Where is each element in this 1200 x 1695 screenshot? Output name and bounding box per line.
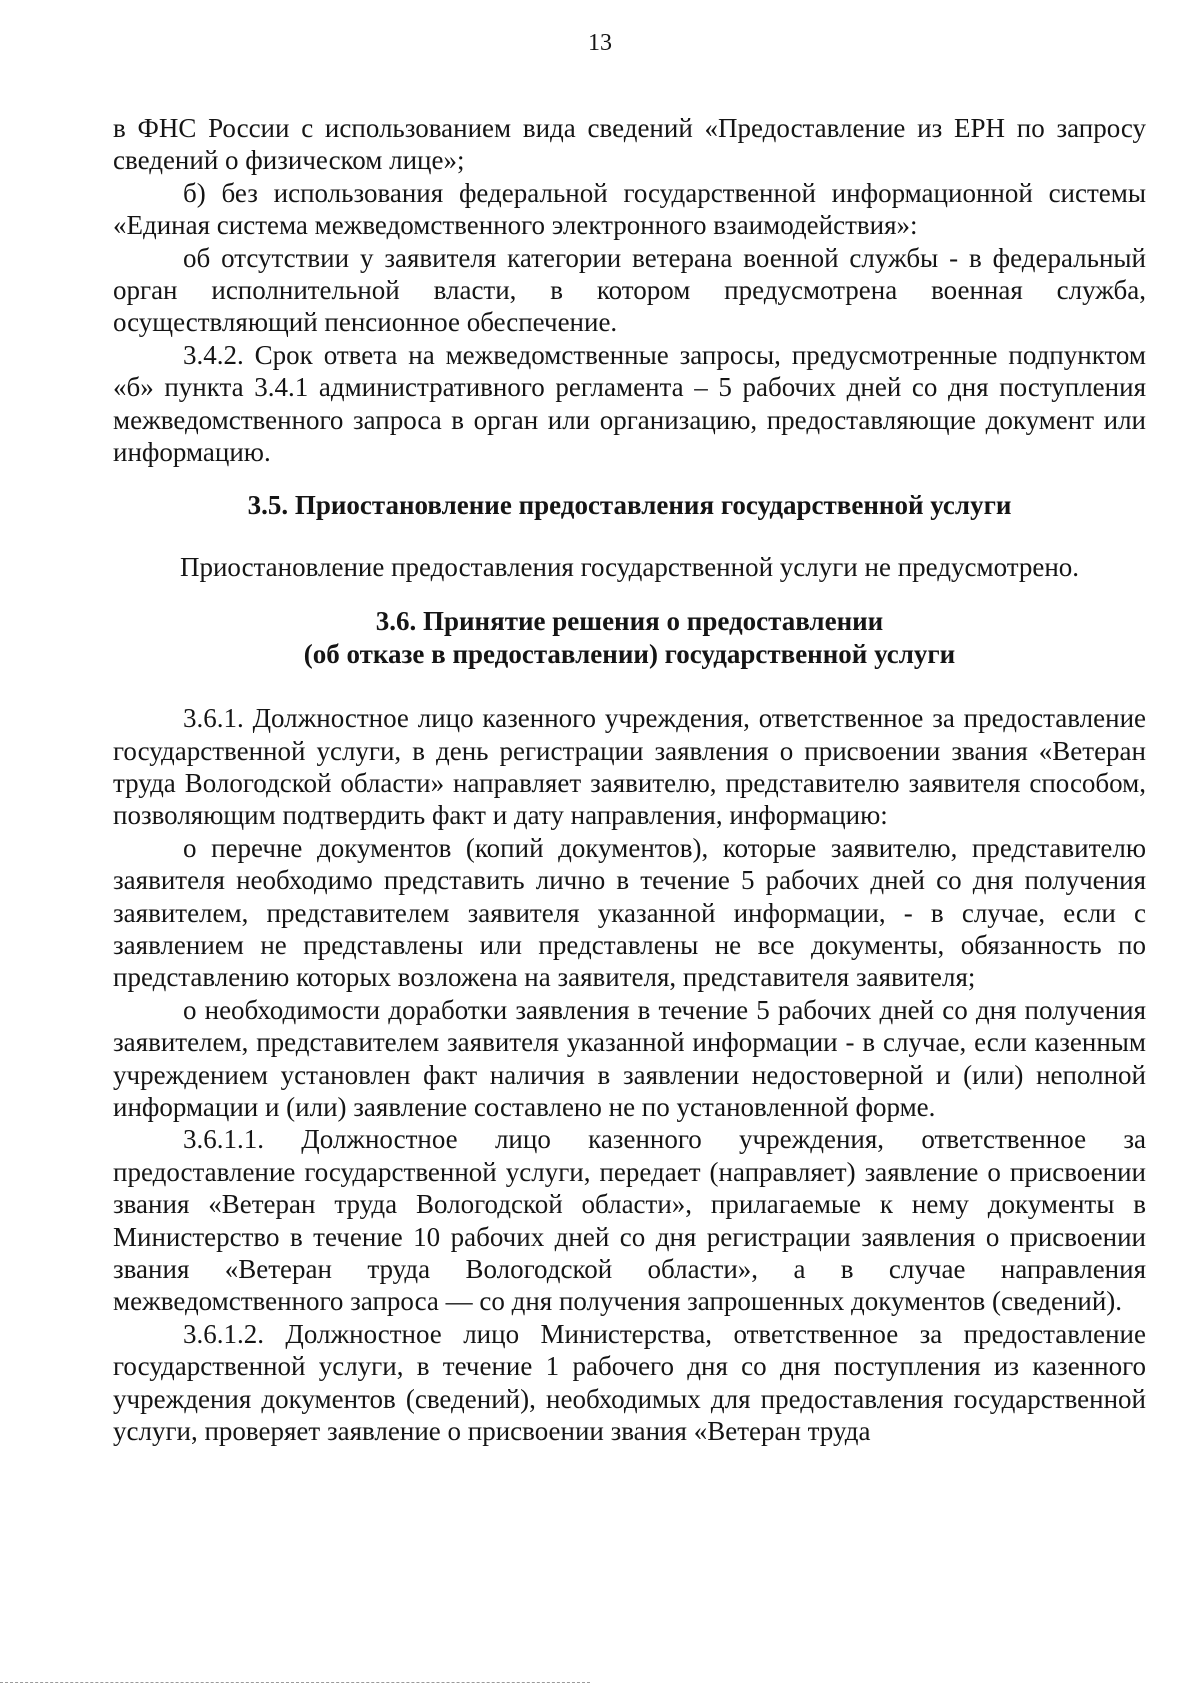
paragraph-documents-list: о перечне документов (копий документов), которые заявителю, представителю заявителя необходимо представить лично в течение 5 рабочих дней со дня получения заявителем, представителем заявителя указанной информации, - в случае, если с заявлением не представлены или представлены не все документы, обязанность по представлению которых возложена на заявителя, представителя заявителя; <box>113 832 1146 993</box>
paragraph-item-b: б) без использования федеральной государственной информационной системы «Единая система межведомственного электронного взаимодействия»: <box>113 177 1146 241</box>
heading-3-6-line2: (об отказе в предоставлении) государственной услуги <box>303 638 956 669</box>
paragraph-continuation: в ФНС России с использованием вида сведений «Предоставление из ЕРН по запросу сведений о физическом лице»; <box>113 113 1146 176</box>
heading-3-6-line1: 3.6. Принятие решения о предоставлении <box>375 606 884 637</box>
paragraph-3-5-text: Приостановление предоставления государственной услуги не предусмотрено. <box>179 551 1080 582</box>
scan-edge-line <box>0 1682 590 1683</box>
paragraph-3-4-2: 3.4.2. Срок ответа на межведомственные запросы, предусмотренные подпунктом «б» пункта 3.4.1 административного регламента – 5 рабочих дней со дня поступления межведомственного запроса в орган или организацию, предоставляющие документ или информацию. <box>113 339 1146 468</box>
page-number: 13 <box>588 30 612 56</box>
heading-3-5: 3.5. Приостановление предоставления государственной услуги <box>247 490 1012 521</box>
paragraph-veteran-military: об отсутствии у заявителя категории ветерана военной службы - в федеральный орган исполнительной власти, в котором предусмотрена военная служба, осуществляющий пенсионное обеспечение. <box>113 242 1146 338</box>
paragraph-3-6-1-1: 3.6.1.1. Должностное лицо казенного учреждения, ответственное за предоставление государственной услуги, передает (направляет) заявление о присвоении звания «Ветеран труда Вологодской области», прилагаемые к нему документы в Министерство в течение 10 рабочих дней со дня регистрации заявления о присвоении звания «Ветеран труда Вологодской области», а в случае направления межведомственного запроса — со дня получения запрошенных документов (сведений). <box>113 1124 1146 1317</box>
paragraph-3-6-1-2: 3.6.1.2. Должностное лицо Министерства, ответственное за предоставление государственной услуги, в течение 1 рабочего дня со дня поступления из казенного учреждения документов (сведений), необходимых для предоставления государственной услуги, проверяет заявление о присвоении звания «Ветеран труда <box>113 1318 1146 1447</box>
paragraph-3-6-1: 3.6.1. Должностное лицо казенного учреждения, ответственное за предоставление государственной услуги, в день регистрации заявления о присвоении звания «Ветеран труда Вологодской области» направляет заявителю, представителю заявителя способом, позволяющим подтвердить факт и дату направления, информацию: <box>113 703 1146 831</box>
paragraph-revision: о необходимости доработки заявления в течение 5 рабочих дней со дня получения заявителем, представителем заявителя указанной информации - в случае, если казенным учреждением установлен факт наличия в заявлении недостоверной и (или) неполной информации и (или) заявление составлено не по установленной форме. <box>113 994 1146 1122</box>
document-body <box>113 112 1146 1447</box>
